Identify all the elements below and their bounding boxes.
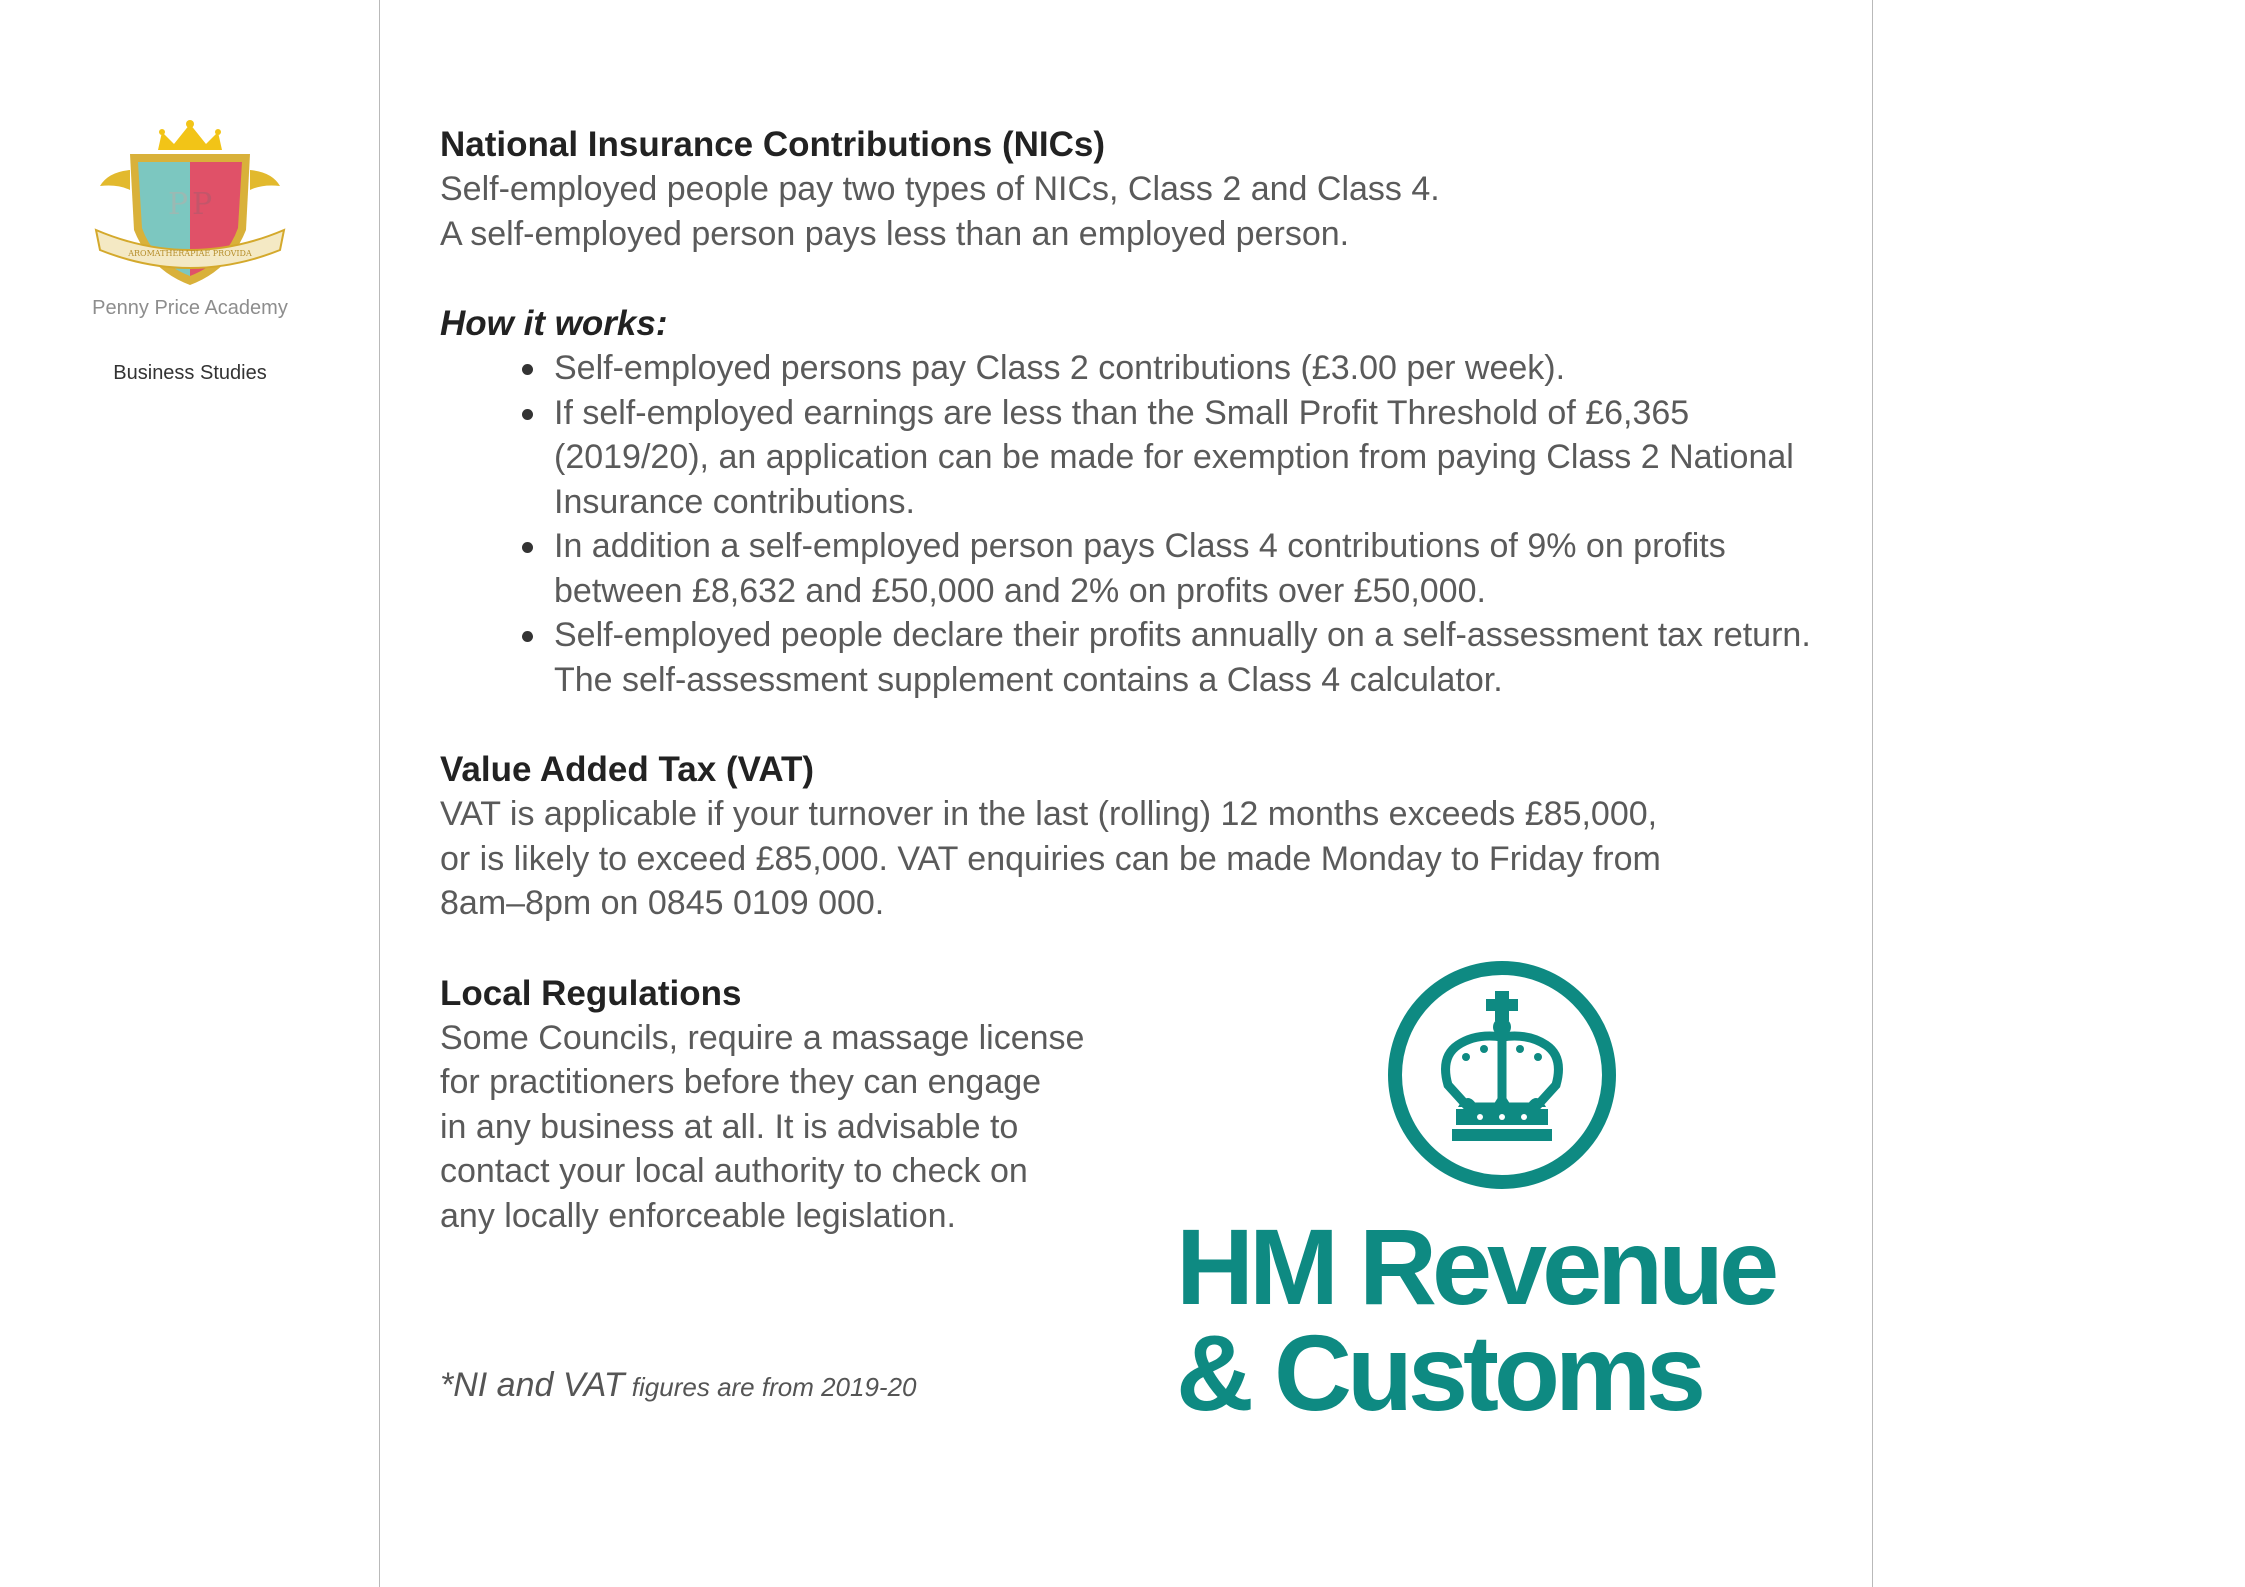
local-line-1: Some Councils, require a massage license [440,1018,1085,1057]
bullet-icon [522,631,533,642]
hmrc-logo-line-1: HM Revenue [1176,1206,1775,1327]
list-item: Self-employed persons pay Class 2 contributions (£3.00 per week). [554,346,1824,391]
list-item: Self-employed people declare their profits annually on a self-assessment tax return. The self-assessment supplement contains a Class 4 calculator. [554,613,1824,702]
vat-heading: Value Added Tax (VAT) [440,750,815,789]
local-line-2: for practitioners before they can engage [440,1063,1042,1101]
local-regulations-text [440,1016,1120,1239]
hmrc-logo-line-2: & Customs [1176,1312,1702,1433]
list-item: In addition a self-employed person pays Class 4 contributions of 9% on profits between £8,632 and £50,000 and 2% on profits over £50,000. [554,524,1824,613]
right-margin-rule [1872,0,1873,1587]
footnote-main: *NI and VAT [440,1366,625,1404]
bullet-icon [522,364,533,375]
footnote-small: figures are from 2019-20 [624,1372,917,1402]
nics-line-1: Self-employed people pay two types of NICs, Class 2 and Class 4. [440,170,1440,208]
vat-line-3: 8am–8pm on 0845 0109 000. [440,884,885,922]
vat-line-1: VAT is applicable if your turnover in the last (rolling) 12 months exceeds £85,000, [440,795,1658,833]
nics-heading: National Insurance Contributions (NICs) [440,125,1106,164]
local-line-5: any locally enforceable legislation. [440,1196,956,1235]
bullet-icon [522,542,533,553]
academy-name: Penny Price Academy [92,297,288,319]
vat-line-2: or is likely to exceed £85,000. VAT enquiries can be made Monday to Friday from [440,839,1661,878]
svg-text:P: P [192,187,213,222]
main-content [440,122,1840,1238]
nics-bullet-list [440,346,1824,702]
local-line-3: in any business at all. It is advisable to [440,1107,1019,1146]
subject-name: Business Studies [113,362,267,384]
svg-text:AROMATHERAPIAE PROVIDA: AROMATHERAPIAE PROVIDA [128,249,252,258]
local-regulations-heading: Local Regulations [440,973,742,1013]
how-it-works-heading: How it works: [440,304,668,343]
bullet-icon [522,409,533,420]
hmrc-crown-logo-icon [1384,957,1620,1193]
nics-line-2: A self-employed person pays less than an employed person. [440,214,1350,253]
academy-crest-logo [80,110,300,295]
left-margin-rule [379,0,380,1587]
list-item: If self-employed earnings are less than the Small Profit Threshold of £6,365 (2019/20), an application can be made for exemption from paying Class 2 National Insurance contributions. [554,391,1824,525]
svg-text:P: P [168,187,189,222]
local-line-4: contact your local authority to check on [440,1152,1028,1190]
footnote [440,1366,917,1405]
